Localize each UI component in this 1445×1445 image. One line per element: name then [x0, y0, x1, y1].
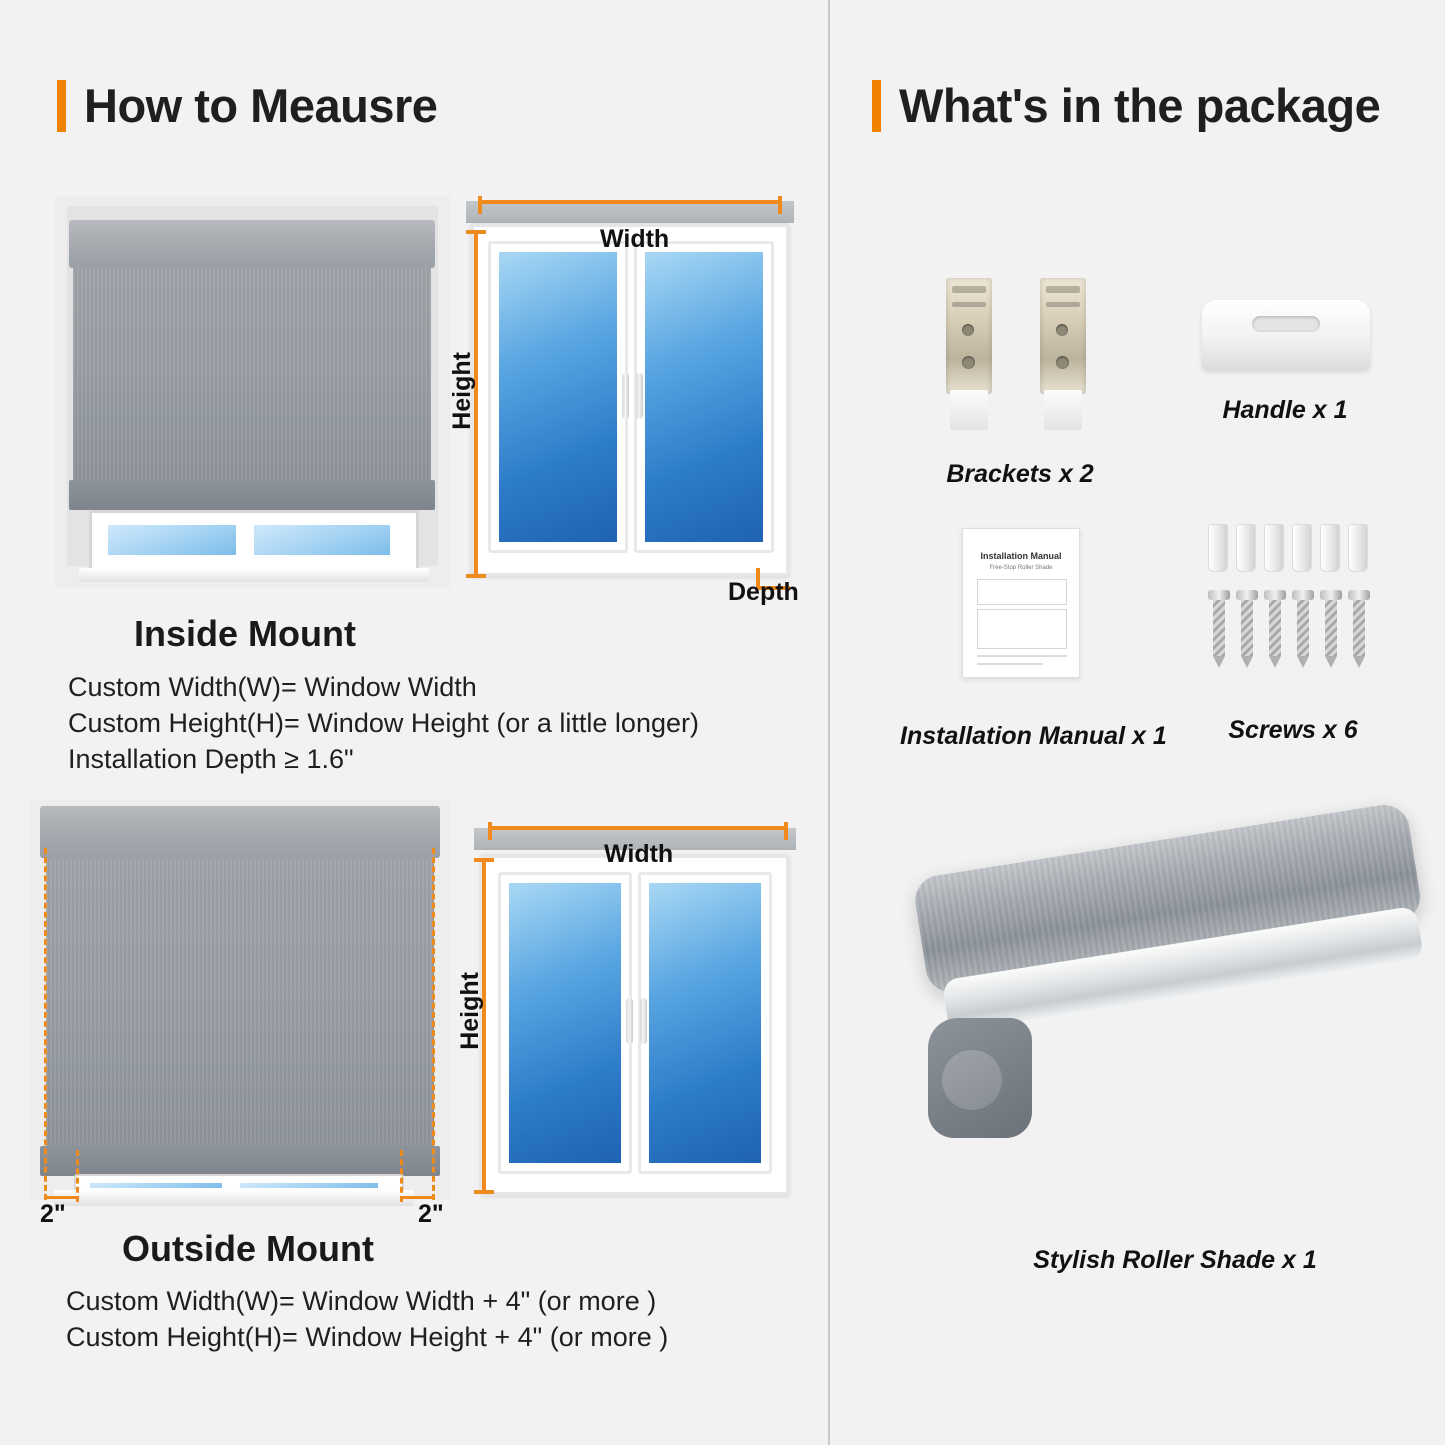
bracket-body-1 [946, 278, 992, 394]
handle-caption: Handle x 1 [1222, 396, 1348, 424]
roller-shade-end-disc [942, 1050, 1002, 1110]
manual-cover-title: Installation Manual [980, 551, 1062, 561]
wall-anchor-3 [1264, 524, 1284, 572]
outside-mount-spec-1: Custom Width(W)= Window Width + 4" (or more ) [66, 1286, 657, 1316]
brackets-caption: Brackets x 2 [946, 460, 1094, 488]
width-measure-line [480, 200, 780, 204]
height-measure-tick-top [474, 858, 494, 862]
window-sill [79, 568, 429, 582]
bracket-screw-hole-2a [1056, 324, 1068, 336]
overhang-guide-right [432, 848, 435, 1200]
shade-fabric [46, 858, 434, 1146]
outside-mount-measure-diagram [480, 840, 790, 1196]
height-label: Height [456, 972, 484, 1050]
screws-caption: Screws x 6 [1228, 716, 1358, 744]
window-pane-left [509, 883, 621, 1163]
depth-label: Depth [728, 578, 799, 606]
overhang-arrow-right [400, 1196, 434, 1199]
window-handle-right [636, 373, 643, 419]
window-handle-right [640, 998, 647, 1044]
width-measure-tick-left [488, 822, 492, 840]
outside-mount-title: Outside Mount [122, 1228, 374, 1269]
bracket-tail-1 [950, 390, 988, 430]
manual-cover-rule-2 [977, 663, 1043, 665]
roller-shade-illustration [920, 860, 1430, 1180]
outside-window-sill [54, 1190, 414, 1206]
width-measure-line [490, 826, 786, 830]
shade-valance [69, 220, 435, 268]
window-glass-left [106, 523, 238, 557]
inside-mount-spec-2: Custom Height(H)= Window Height (or a little longer) [68, 708, 699, 738]
window-sash-right [634, 241, 774, 553]
width-measure-tick-right [784, 822, 788, 840]
installation-manual-illustration [962, 528, 1080, 678]
handle-body [1202, 300, 1370, 370]
window-pane-right [645, 252, 763, 542]
bracket-screw-hole-2b [1056, 356, 1069, 369]
column-divider [828, 0, 830, 1445]
width-measure-tick-right [778, 196, 782, 214]
shade-bottom-rail [40, 1146, 440, 1176]
inside-mount-measure-diagram [470, 205, 790, 577]
roller-shade-caption: Stylish Roller Shade x 1 [1033, 1246, 1317, 1274]
wall-anchor-2 [1236, 524, 1256, 572]
outside-mount-shade-illustration [30, 800, 450, 1200]
height-measure-tick-bottom [474, 1190, 494, 1194]
outside-mount-spec-2: Custom Height(H)= Window Height + 4" (or more ) [66, 1322, 669, 1352]
bracket-notch-2b [1046, 302, 1080, 307]
width-label: Width [604, 840, 674, 868]
manual-cover-figure-main [977, 609, 1067, 649]
bracket-screw-hole-1a [962, 324, 974, 336]
heading-accent-bar [872, 80, 881, 132]
section-heading-how-to-measure [57, 78, 437, 133]
window-glass-left [88, 1181, 224, 1190]
manual-cover-rule-1 [977, 655, 1067, 657]
bracket-notch-1b [952, 302, 986, 307]
window-pane-right [649, 883, 761, 1163]
wall-anchor-6 [1348, 524, 1368, 572]
height-label: Height [448, 352, 476, 430]
window-lintel [466, 201, 794, 223]
width-label: Width [600, 225, 670, 253]
overhang-label-left: 2" [40, 1200, 66, 1228]
wall-anchor-1 [1208, 524, 1228, 572]
shade-bottom-rail [69, 480, 435, 510]
wall-anchor-4 [1292, 524, 1312, 572]
handle-grip-slot [1252, 316, 1320, 332]
wall-anchor-5 [1320, 524, 1340, 572]
bracket-tail-2 [1044, 390, 1082, 430]
brackets-illustration [940, 272, 1100, 442]
window-sash-left [498, 872, 632, 1174]
manual-cover-figure-row [977, 579, 1067, 605]
width-measure-tick-left [478, 196, 482, 214]
heading-text: What's in the package [899, 79, 1381, 132]
window-edge-guide-left [76, 1150, 79, 1202]
window-sash-right [638, 872, 772, 1174]
inside-mount-spec-1: Custom Width(W)= Window Width [68, 672, 477, 702]
shade-valance [40, 806, 440, 858]
window-handle-left [622, 373, 629, 419]
bracket-screw-hole-1b [962, 356, 975, 369]
height-measure-tick-top [466, 230, 486, 234]
inside-mount-spec-3: Installation Depth ≥ 1.6" [68, 744, 354, 774]
bracket-body-2 [1040, 278, 1086, 394]
heading-text: How to Meausre [84, 79, 438, 132]
bracket-notch-1a [952, 286, 986, 293]
overhang-guide-left [44, 848, 47, 1200]
window-glass-right [252, 523, 392, 557]
inside-mount-shade-illustration [55, 196, 450, 588]
height-measure-tick-bottom [466, 574, 486, 578]
heading-accent-bar [57, 80, 66, 132]
overhang-arrow-left [44, 1196, 78, 1199]
bracket-notch-2a [1046, 286, 1080, 293]
window-frame [89, 510, 419, 572]
window-glass-right [238, 1181, 380, 1190]
inside-mount-title: Inside Mount [134, 613, 356, 654]
window-edge-guide-right [400, 1150, 403, 1202]
screws-illustration [1206, 524, 1376, 684]
section-heading-package [872, 78, 1380, 133]
window-pane-left [499, 252, 617, 542]
manual-cover-subtitle: Free-Stop Roller Shade [989, 565, 1053, 571]
handle-illustration [1202, 300, 1370, 378]
shade-fabric [73, 268, 431, 480]
installation-manual-caption: Installation Manual x 1 [900, 722, 1167, 750]
window-sash-left [488, 241, 628, 553]
window-handle-left [626, 998, 633, 1044]
overhang-label-right: 2" [418, 1200, 444, 1228]
